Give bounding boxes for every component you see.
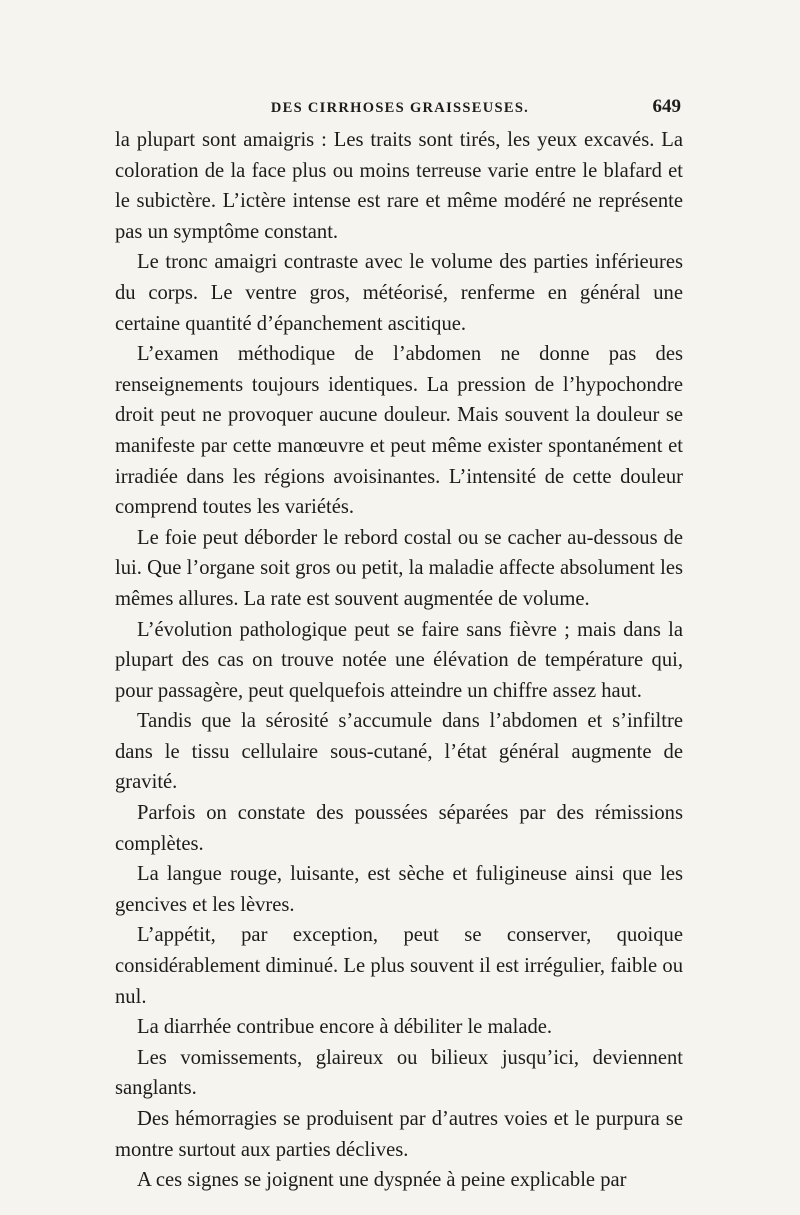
paragraph: Les vomissements, glaireux ou bilieux jusqu’ici, deviennent sanglants. [115, 1046, 683, 1100]
paragraph: L’évolution pathologique peut se faire sans fièvre ; mais dans la plupart des cas on trouve notée une élévation de température qui, pour passagère, peut quelquefois atteindre un chiffre assez haut. [115, 618, 683, 702]
paragraph: L’examen méthodique de l’abdomen ne donne pas des renseignements toujours identiques. La pression de l’hypochondre droit peut ne provoquer aucune douleur. Mais souvent la douleur se manifeste par cette manœuvre et peut même exister spontanément et irradiée dans les régions avoisinantes. L’intensité de cette douleur comprend toutes les variétés. [115, 343, 683, 519]
paragraph: La langue rouge, luisante, est sèche et fuligineuse ainsi que les gencives et les lèvres. [115, 863, 683, 916]
header-title: DES CIRRHOSES GRAISSEUSES. [270, 100, 530, 116]
paragraph: L’appétit, par exception, peut se conserver, quoique considérablement diminué. Le plus souvent il est irrégulier, faible ou nul. [115, 924, 683, 1008]
paragraph: Le tronc amaigri contraste avec le volume des parties inférieures du corps. Le ventre gros, météorisé, renferme en général une certaine quantité d’épanchement ascitique. [115, 251, 683, 335]
body-text [115, 125, 683, 1196]
paragraph: A ces signes se joignent une dyspnée à peine explicable par [137, 1169, 627, 1192]
paragraph: Le foie peut déborder le rebord costal ou se cacher au-dessous de lui. Que l’organe soit gros ou petit, la maladie affecte absolument les mêmes allures. La rate est souvent augmentée de volume. [115, 526, 683, 610]
paragraph: La diarrhée contribue encore à débiliter le malade. [137, 1016, 553, 1039]
paragraph: Parfois on constate des poussées séparées par des rémissions complètes. [115, 802, 683, 855]
running-header [115, 96, 685, 122]
page-number: 649 [652, 96, 681, 117]
paragraph: Tandis que la sérosité s’accumule dans l’abdomen et s’infiltre dans le tissu cellulaire sous-cutané, l’état général augmente de gravité. [115, 710, 683, 794]
paragraph: Des hémorragies se produisent par d’autres voies et le purpura se montre surtout aux parties déclives. [115, 1108, 683, 1161]
paragraph: la plupart sont amaigris : Les traits sont tirés, les yeux excavés. La coloration de la face plus ou moins terreuse varie entre le blafard et le subictère. L’ictère intense est rare et même modéré ne représente pas un symptôme constant. [115, 129, 683, 243]
